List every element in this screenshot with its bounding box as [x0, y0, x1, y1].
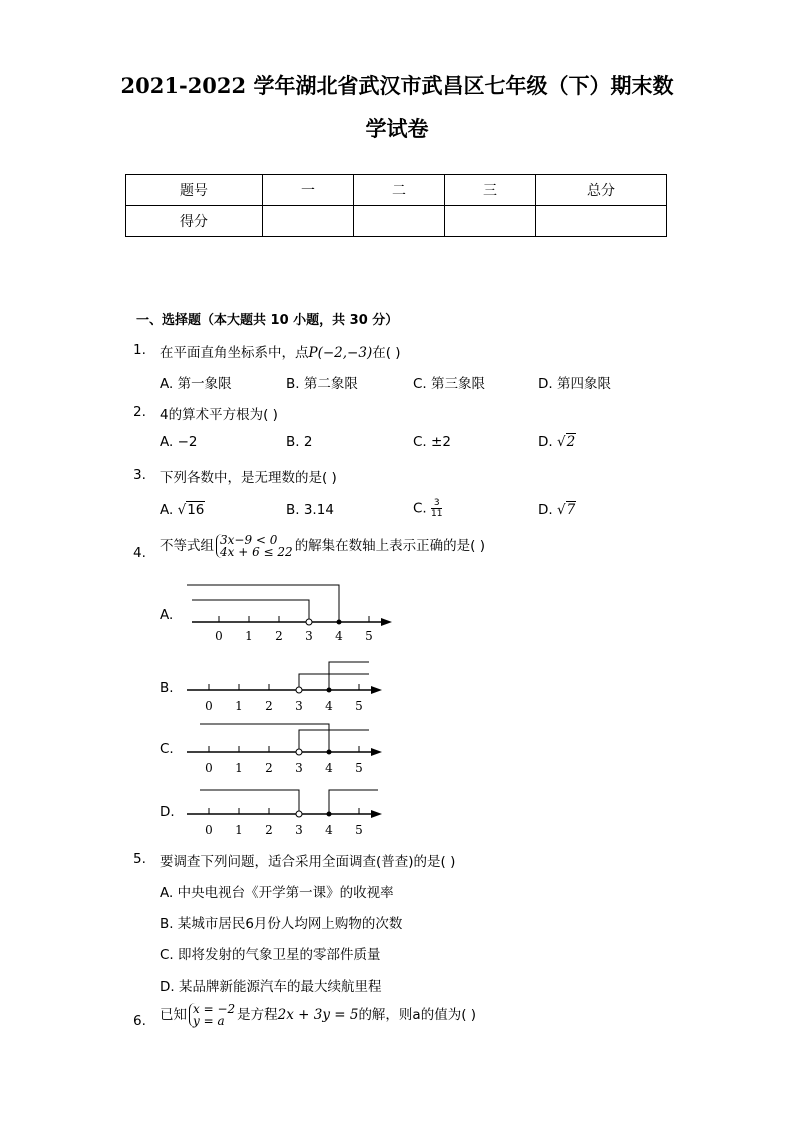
question-number: 3. [133, 467, 146, 483]
score-table-row [126, 206, 667, 237]
option-c [413, 498, 442, 519]
option-a: A. √16 [160, 502, 205, 518]
number-line-a [180, 580, 400, 646]
tick-label: 4 [335, 629, 343, 643]
question-text: 在平面直角坐标系中，点 [160, 345, 309, 361]
option-label: A. [160, 502, 174, 518]
equation-line: y = a [193, 1014, 225, 1028]
option-d: D. 第四象限 [538, 376, 611, 392]
math-expression: 2x + 3y = 5 [277, 1007, 359, 1023]
radicand: 7 [566, 502, 576, 518]
tick-label: 5 [365, 629, 373, 643]
option-label: D. [538, 502, 553, 518]
fraction [431, 498, 442, 519]
score-cell [263, 206, 354, 237]
number-line-d [180, 780, 400, 840]
option-c: C. ±2 [413, 434, 451, 450]
tick-label: 1 [235, 699, 243, 713]
question-text: 的解，则a的值为( ) [358, 1007, 477, 1023]
question-5-stem: 要调查下列问题，适合采用全面调查(普查)的是( ) [160, 854, 456, 870]
score-header-cell: 总分 [536, 175, 667, 206]
option-c: C. [160, 741, 174, 757]
tick-label: 2 [265, 699, 273, 713]
doc-title-line1: 2021-2022 学年湖北省武汉市武昌区七年级（下）期末数 [120, 73, 674, 98]
tick-label: 5 [355, 761, 363, 775]
tick-label: 4 [325, 823, 333, 837]
number-line-c [180, 718, 400, 778]
option-d: D. √2 [538, 434, 576, 450]
tick-label: 3 [295, 761, 303, 775]
question-number: 5. [133, 851, 146, 867]
score-header-cell: 二 [354, 175, 445, 206]
option-label: D. [538, 434, 553, 450]
tick-label: 0 [205, 699, 213, 713]
tick-label: 4 [325, 699, 333, 713]
doc-title-line2: 学试卷 [365, 116, 429, 141]
tick-label: 0 [205, 761, 213, 775]
tick-label: 5 [355, 823, 363, 837]
score-cell [354, 206, 445, 237]
inequality-system [216, 534, 293, 558]
tick-label: 1 [235, 823, 243, 837]
option-a: A. 第一象限 [160, 376, 232, 392]
question-text: 已知 [160, 1007, 187, 1023]
tick-label: 4 [325, 761, 333, 775]
option-b: B. 3.14 [286, 502, 334, 518]
inequality-line: 3x−9 < 0 [220, 533, 278, 547]
option-d: D. [160, 804, 175, 820]
question-1-stem [160, 341, 401, 361]
radicand: 16 [187, 502, 205, 518]
question-text: 在( ) [372, 345, 401, 361]
tick-label: 3 [305, 629, 313, 643]
question-2-stem: 4的算术平方根为( ) [160, 407, 278, 423]
inequality-line: 4x + 6 ≤ 22 [220, 545, 293, 559]
score-cell [445, 206, 536, 237]
equation-system [189, 1003, 235, 1027]
question-4-stem [160, 534, 485, 558]
question-number: 6. [133, 1013, 146, 1029]
tick-label: 1 [245, 629, 253, 643]
score-cell [536, 206, 667, 237]
tick-label: 2 [265, 823, 273, 837]
score-header-cell: 三 [445, 175, 536, 206]
option-b: B. 第二象限 [286, 376, 358, 392]
tick-label: 2 [265, 761, 273, 775]
option-a: A. −2 [160, 434, 198, 450]
option-b: B. 2 [286, 434, 313, 450]
option-c: C. 即将发射的气象卫星的零部件质量 [160, 947, 381, 963]
tick-label: 0 [205, 823, 213, 837]
score-header-cell: 题号 [126, 175, 263, 206]
option-a: A. [160, 607, 174, 623]
radicand: 2 [566, 434, 576, 450]
score-table [125, 174, 667, 237]
option-c: C. 第三象限 [413, 376, 486, 392]
score-table-header-row [126, 175, 667, 206]
equation-line: x = −2 [193, 1002, 236, 1016]
tick-label: 2 [275, 629, 283, 643]
question-number: 4. [133, 545, 146, 561]
math-expression: P(−2,−3) [308, 345, 373, 361]
question-6-stem [160, 1003, 476, 1027]
score-header-cell: 一 [263, 175, 354, 206]
question-3-stem: 下列各数中，是无理数的是( ) [160, 470, 337, 486]
option-b: B. 某城市居民6月份人均网上购物的次数 [160, 916, 403, 932]
question-text: 不等式组 [160, 538, 214, 554]
question-number: 2. [133, 404, 146, 420]
option-a: A. 中央电视台《开学第一课》的收视率 [160, 885, 394, 901]
option-label: C. [413, 500, 427, 517]
number-line-b [180, 656, 400, 716]
option-d: D. 某品牌新能源汽车的最大续航里程 [160, 979, 382, 995]
tick-label: 1 [235, 761, 243, 775]
option-d: D. √7 [538, 502, 576, 518]
tick-label: 3 [295, 823, 303, 837]
fraction-numerator: 3 [431, 498, 442, 509]
tick-label: 3 [295, 699, 303, 713]
fraction-denominator: 11 [431, 509, 443, 519]
question-text: 的解集在数轴上表示正确的是( ) [294, 538, 486, 554]
section-heading: 一、选择题（本大题共 10 小题，共 30 分） [136, 313, 399, 328]
tick-label: 5 [355, 699, 363, 713]
score-row-label: 得分 [126, 206, 263, 237]
question-number: 1. [133, 342, 146, 358]
question-text: 是方程 [237, 1007, 278, 1023]
tick-label: 0 [215, 629, 223, 643]
option-b: B. [160, 680, 174, 696]
